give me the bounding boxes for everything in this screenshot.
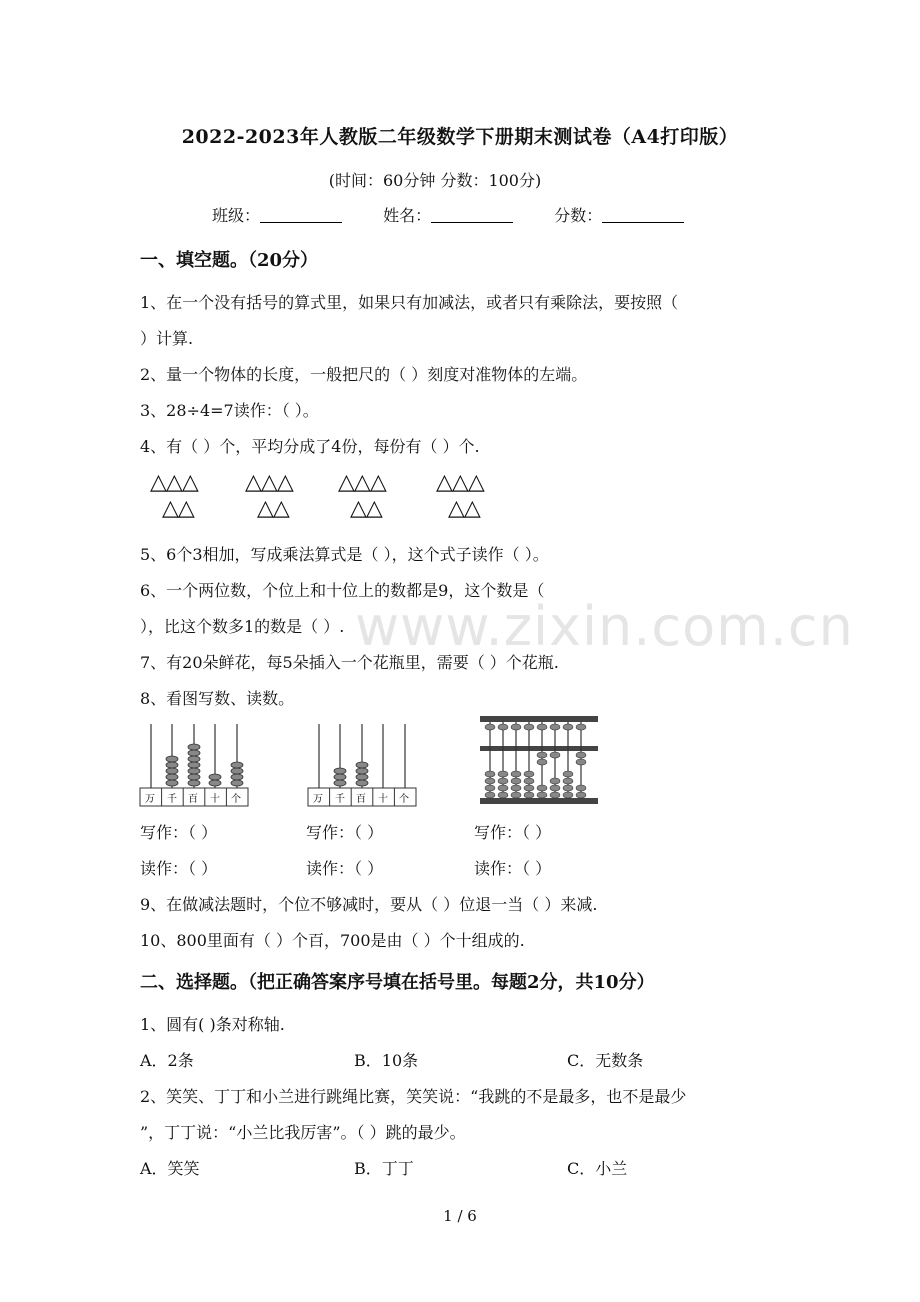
frame1-label-ge: 个	[231, 794, 241, 805]
triangle-group-1-bottom: △△	[162, 496, 194, 521]
frame1-label-qian: 千	[167, 794, 177, 805]
frame2-label-wan: 万	[313, 794, 323, 805]
class-label: 班级：	[212, 206, 261, 225]
choice-2-option-b[interactable]: B．丁丁	[354, 1159, 414, 1178]
triangle-group-4-bottom: △△	[448, 496, 480, 521]
class-blank[interactable]	[260, 206, 342, 223]
choice-question-1: 1、圆有( )条对称轴.	[140, 1015, 285, 1034]
frame2-label-ge: 个	[399, 794, 409, 805]
counting-frame-2	[306, 720, 420, 810]
page-title: 2022-2023年人教版二年级数学下册期末测试卷（A4打印版）	[181, 126, 739, 148]
triangle-group-3-bottom: △△	[350, 496, 382, 521]
read-answer-2: 读作：（ ）	[306, 859, 384, 878]
write-answer-3: 写作：（ ）	[474, 823, 552, 842]
write-answer-1: 写作：（ ）	[140, 823, 218, 842]
question-5: 5、6个3相加，写成乘法算式是（ ），这个式子读作（ ）。	[140, 545, 549, 564]
section1-title: 一、填空题。（20分）	[140, 250, 319, 271]
question-8: 8、看图写数、读数。	[140, 689, 295, 708]
frame1-label-wan: 万	[145, 794, 155, 805]
student-info-line	[212, 203, 720, 226]
triangle-group-2-bottom: △△	[257, 496, 289, 521]
question-4: 4、有（ ）个，平均分成了4份，每份有（ ）个.	[140, 437, 480, 456]
question-1-line-2: ）计算.	[140, 329, 194, 348]
triangle-group-1-top: △△△	[150, 470, 198, 495]
abacus-image	[478, 714, 600, 806]
read-answer-3: 读作：（ ）	[474, 859, 552, 878]
question-7: 7、有20朵鲜花，每5朵插入一个花瓶里，需要（ ）个花瓶.	[140, 653, 559, 672]
choice-1-option-a[interactable]: A．2条	[140, 1051, 194, 1070]
write-answer-2: 写作：（ ）	[306, 823, 384, 842]
section2-title: 二、选择题。（把正确答案序号填在括号里。每题2分，共10分）	[140, 972, 655, 993]
triangle-group-4-top: △△△	[436, 470, 484, 495]
name-label: 姓名：	[383, 206, 432, 225]
page-number: 1 / 6	[443, 1207, 477, 1225]
choice-2-option-c[interactable]: C．小兰	[567, 1159, 628, 1178]
triangle-group-2-top: △△△	[245, 470, 293, 495]
frame2-label-shi: 十	[378, 794, 388, 805]
watermark: www.zixin.com.cn	[355, 595, 854, 658]
score-label: 分数：	[554, 206, 603, 225]
counting-frame-1	[138, 720, 252, 810]
score-blank[interactable]	[602, 206, 684, 223]
frame1-label-shi: 十	[210, 794, 220, 805]
choice-2-option-a[interactable]: A．笑笑	[140, 1159, 200, 1178]
read-answer-1: 读作：（ ）	[140, 859, 218, 878]
name-blank[interactable]	[431, 206, 513, 223]
time-score-line: (时间：60分钟 分数：100分)	[328, 171, 542, 190]
question-6-line-1: 6、一个两位数，个位上和十位上的数都是9，这个数是（	[140, 581, 545, 600]
question-3: 3、28÷4=7读作：（ ）。	[140, 401, 319, 420]
choice-question-2-line-2: ”，丁丁说：“小兰比我厉害”。（ ）跳的最少。	[140, 1123, 466, 1142]
choice-question-2-line-1: 2、笑笑、丁丁和小兰进行跳绳比赛，笑笑说：“我跳的不是最多，也不是最少	[140, 1087, 687, 1106]
question-1-line-1: 1、在一个没有括号的算式里，如果只有加减法，或者只有乘除法，要按照（	[140, 293, 679, 312]
choice-1-option-b[interactable]: B．10条	[354, 1051, 419, 1070]
triangle-group-3-top: △△△	[338, 470, 386, 495]
choice-1-option-c[interactable]: C．无数条	[567, 1051, 644, 1070]
question-9: 9、在做减法题时，个位不够减时，要从（ ）位退一当（ ）来减.	[140, 895, 598, 914]
question-2: 2、量一个物体的长度，一般把尺的（ ）刻度对准物体的左端。	[140, 365, 588, 384]
question-10: 10、800里面有（ ）个百，700是由（ ）个十组成的.	[140, 931, 525, 950]
frame2-label-qian: 千	[335, 794, 345, 805]
question-6-line-2: ），比这个数多1的数是（ ）.	[140, 617, 345, 636]
frame2-label-bai: 百	[356, 794, 366, 805]
frame1-label-bai: 百	[188, 794, 198, 805]
